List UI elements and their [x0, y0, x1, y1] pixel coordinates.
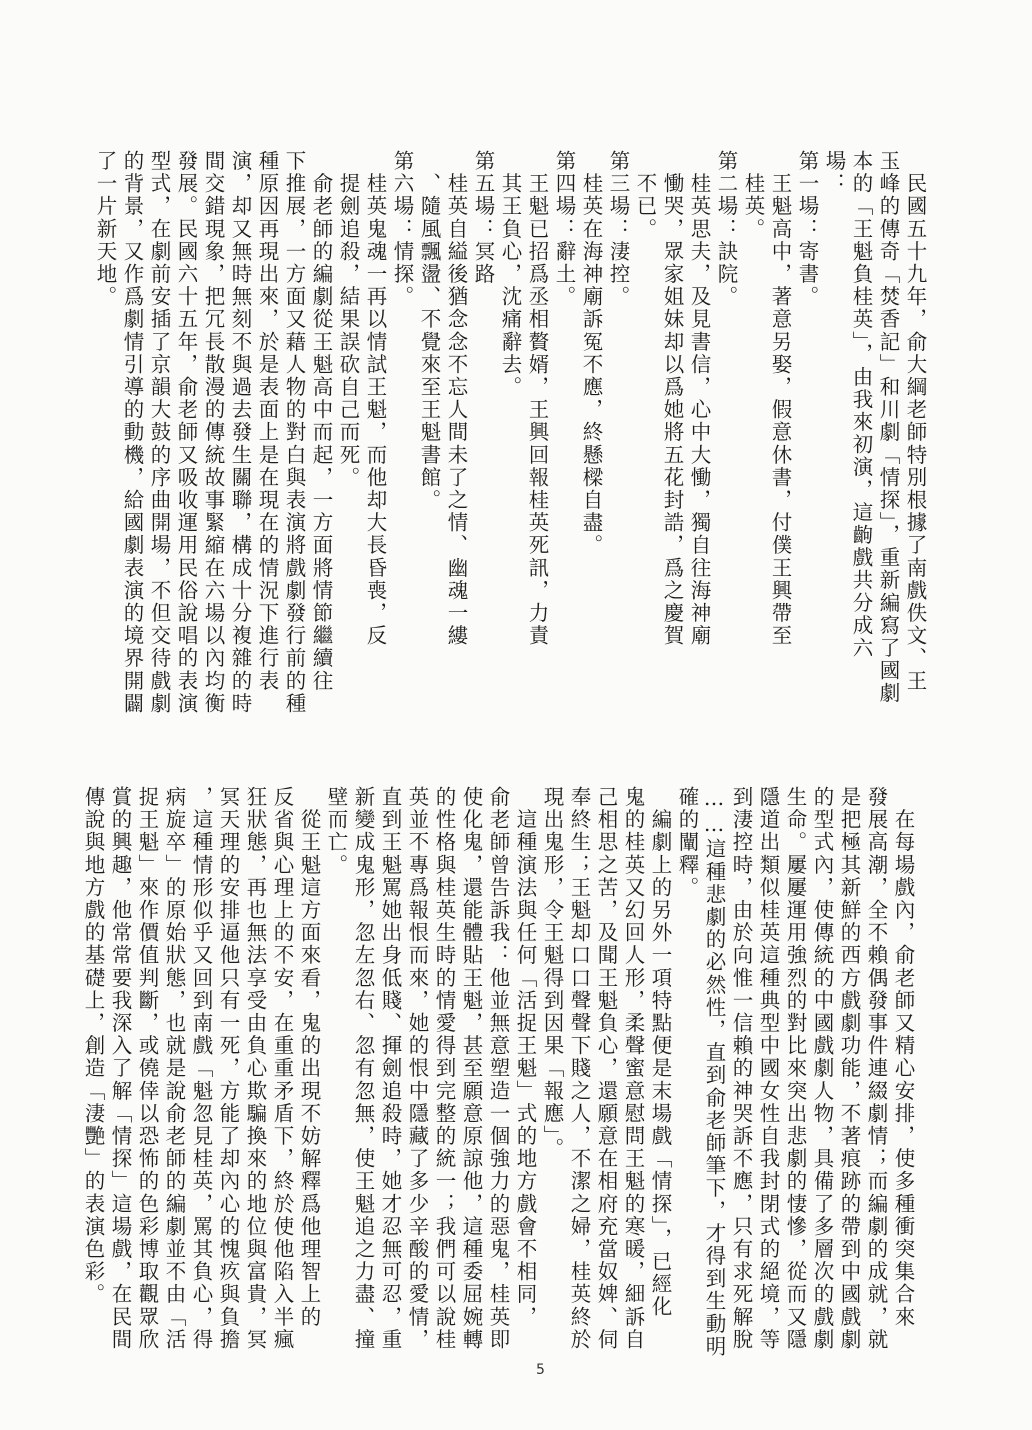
- text-column: 演，却又無時無刻不與過去發生關聯，構成十分複雜的時: [228, 150, 252, 715]
- text-column: 型式，在劇前安插了京韻大鼓的序曲開場，不但交待戲劇: [147, 150, 171, 715]
- page-number: 5: [536, 1362, 545, 1378]
- text-column: 第三場：淒控。: [606, 150, 630, 309]
- text-column: 桂英自縊後猶念念不忘人間未了之情、幽魂一縷: [444, 150, 468, 648]
- text-column: 鬼的桂英又幻回人形，柔聲蜜意慰問王魁的寒暖，細訴自: [621, 786, 645, 1351]
- text-column: 其王負心，沈痛辭去。: [498, 150, 522, 399]
- text-column: 是把極其新鮮的西方戲劇功能，不著痕跡的帶到中國戲劇: [837, 786, 861, 1351]
- text-column: 不已。: [633, 150, 657, 241]
- text-column: 發展高潮，全不賴偶發事件連綴劇情；而編劇的成就，就: [864, 786, 888, 1351]
- text-column: 使化鬼，還能體貼王魁，甚至願意原諒他，這種委屈婉轉: [459, 786, 483, 1351]
- text-column: 狂狀態，再也無法享受由負心欺騙換來的地位與富貴，冥: [243, 786, 267, 1351]
- text-column: 桂英思夫，及見書信，心中大慟，獨自往海神廟: [687, 150, 711, 648]
- text-column: 捉王魁」來作價值判斷，或僥倖以恐怖的色彩博取觀眾欣: [135, 786, 159, 1351]
- text-column: 場：: [822, 150, 846, 196]
- text-column: 生命。屢屢運用強烈的對比來突出悲劇的悽慘，從而又隱: [783, 786, 807, 1351]
- text-column: 壁而亡。: [324, 786, 348, 877]
- text-column: 英並不專爲報恨而來，她的恨中隱藏了多少辛酸的愛情，: [405, 786, 429, 1351]
- text-column: 俞老師的編劇從王魁高中而起，一方面將情節繼續往: [309, 150, 333, 693]
- text-column: 第五場：冥路: [471, 150, 495, 286]
- text-column: 下推展，一方面又藉人物的對白與表演將戲劇發行前的種: [282, 150, 306, 715]
- text-column: 的型式內，使傳統的中國戲劇人物，具備了多層次的戲劇: [810, 786, 834, 1351]
- text-column: 慟哭，眾家姐妹却以爲她將五花封誥，爲之慶賀: [660, 150, 684, 648]
- text-column: 傳說與地方戲的基礎上，創造「淒艷」的表演色彩。: [81, 786, 105, 1306]
- text-column: 賞的興趣，他常常要我深入了解「情探」這場戲，在民間: [108, 786, 132, 1351]
- text-column: 發展。民國六十五年，俞老師又吸收運用民俗說唱的表演: [174, 150, 198, 715]
- text-column: ……這種悲劇的必然性，直到俞老師筆下，才得到生動明: [702, 786, 726, 1358]
- text-column: 冥天理的安排逼他只有一死，方能了却內心的愧疚與負擔: [216, 786, 240, 1351]
- text-column: 玉峰的傳奇「焚香記」和川劇「情探」，重新編寫了國劇: [876, 150, 900, 705]
- text-column: 桂英鬼魂一再以情試王魁，而他却大長昏喪，反: [363, 150, 387, 648]
- text-column: 第六場：情探。: [390, 150, 414, 309]
- text-column: 民國五十九年，俞大綱老師特別根據了南戲佚文、王: [903, 150, 927, 693]
- text-column: 了一片新天地。: [93, 150, 117, 309]
- text-column: 第四場：辭土。: [552, 150, 576, 309]
- text-column: 新變成鬼形，忽左忽右、忽有忽無，使王魁追之力盡、撞: [351, 786, 375, 1351]
- text-column: 的性格與桂英生時的情愛得到完整的統一；我們可以說桂: [432, 786, 456, 1351]
- text-column: 第一場：寄書。: [795, 150, 819, 309]
- text-column: 編劇上的另外一項特點便是末場戲「情探」，已經化: [648, 786, 672, 1319]
- text-column: 到淒控時，由於向惟一信賴的神哭訴不應，只有求死解脫: [729, 786, 753, 1351]
- lower-text-block: [79, 786, 916, 1358]
- text-column: ，這種情形似乎又回到南戲「魁忽見桂英，罵其負心，得: [189, 786, 213, 1351]
- text-column: 桂英在海神廟訴冤不應，終懸樑自盡。: [579, 150, 603, 557]
- text-column: 俞老師曾告訴我：他並無意塑造一個強力的惡鬼，桂英即: [486, 786, 510, 1351]
- text-column: 提劍追殺，結果誤砍自己而死。: [336, 150, 360, 489]
- text-column: 間交錯現象，把冗長散漫的傳統故事緊縮在六場以內均衡: [201, 150, 225, 715]
- text-column: 王魁高中，著意另娶，假意休書，付僕王興帶至: [768, 150, 792, 648]
- text-column: 從王魁這方面來看，鬼的出現不妨解釋爲他理智上的: [297, 786, 321, 1329]
- text-column: 己相思之苦，及聞王魁負心，還願意在相府充當奴婢、伺: [594, 786, 618, 1351]
- text-column: 奉終生；王魁却口口聲聲下賤之人，不潔之婦，桂英終於: [567, 786, 591, 1351]
- text-column: 隱道出類似桂英這種典型中國女性自我封閉式的絕境，等: [756, 786, 780, 1351]
- text-column: 現出鬼形，令王魁得到因果「報應」。: [540, 786, 564, 1160]
- text-column: 在每場戲內，俞老師又精心安排，使多種衝突集合來: [891, 786, 915, 1329]
- text-column: 反省與心理上的不安，在重重矛盾下，終於使他陷入半瘋: [270, 786, 294, 1351]
- text-column: 這種演法與任何「活捉王魁」式的地方戲會不相同，: [513, 786, 537, 1329]
- text-column: 桂英。: [741, 150, 765, 241]
- text-column: 直到王魁罵她出身低賤、揮劍追殺時，她才忍無可忍，重: [378, 786, 402, 1351]
- text-column: 第二場：訣院。: [714, 150, 738, 309]
- text-column: 、隨風飄盪、不覺來至王魁書館。: [417, 150, 441, 512]
- text-column: 的背景，又作爲劇情引導的動機，給國劇表演的境界開闢: [120, 150, 144, 715]
- text-column: 病旋卒」的原始狀態，也就是說俞老師的編劇並不由「活: [162, 786, 186, 1351]
- upper-text-block: [91, 150, 928, 715]
- text-column: 確的闡釋。: [675, 786, 699, 899]
- text-column: 本的「王魁負桂英」，由我來初演，這齣戲共分成六: [849, 150, 873, 660]
- text-column: 王魁已招爲丞相贅婿，王興回報桂英死訊，力責: [525, 150, 549, 648]
- text-column: 種原因再現出來，於是表面上是在現在的情況下進行表: [255, 150, 279, 693]
